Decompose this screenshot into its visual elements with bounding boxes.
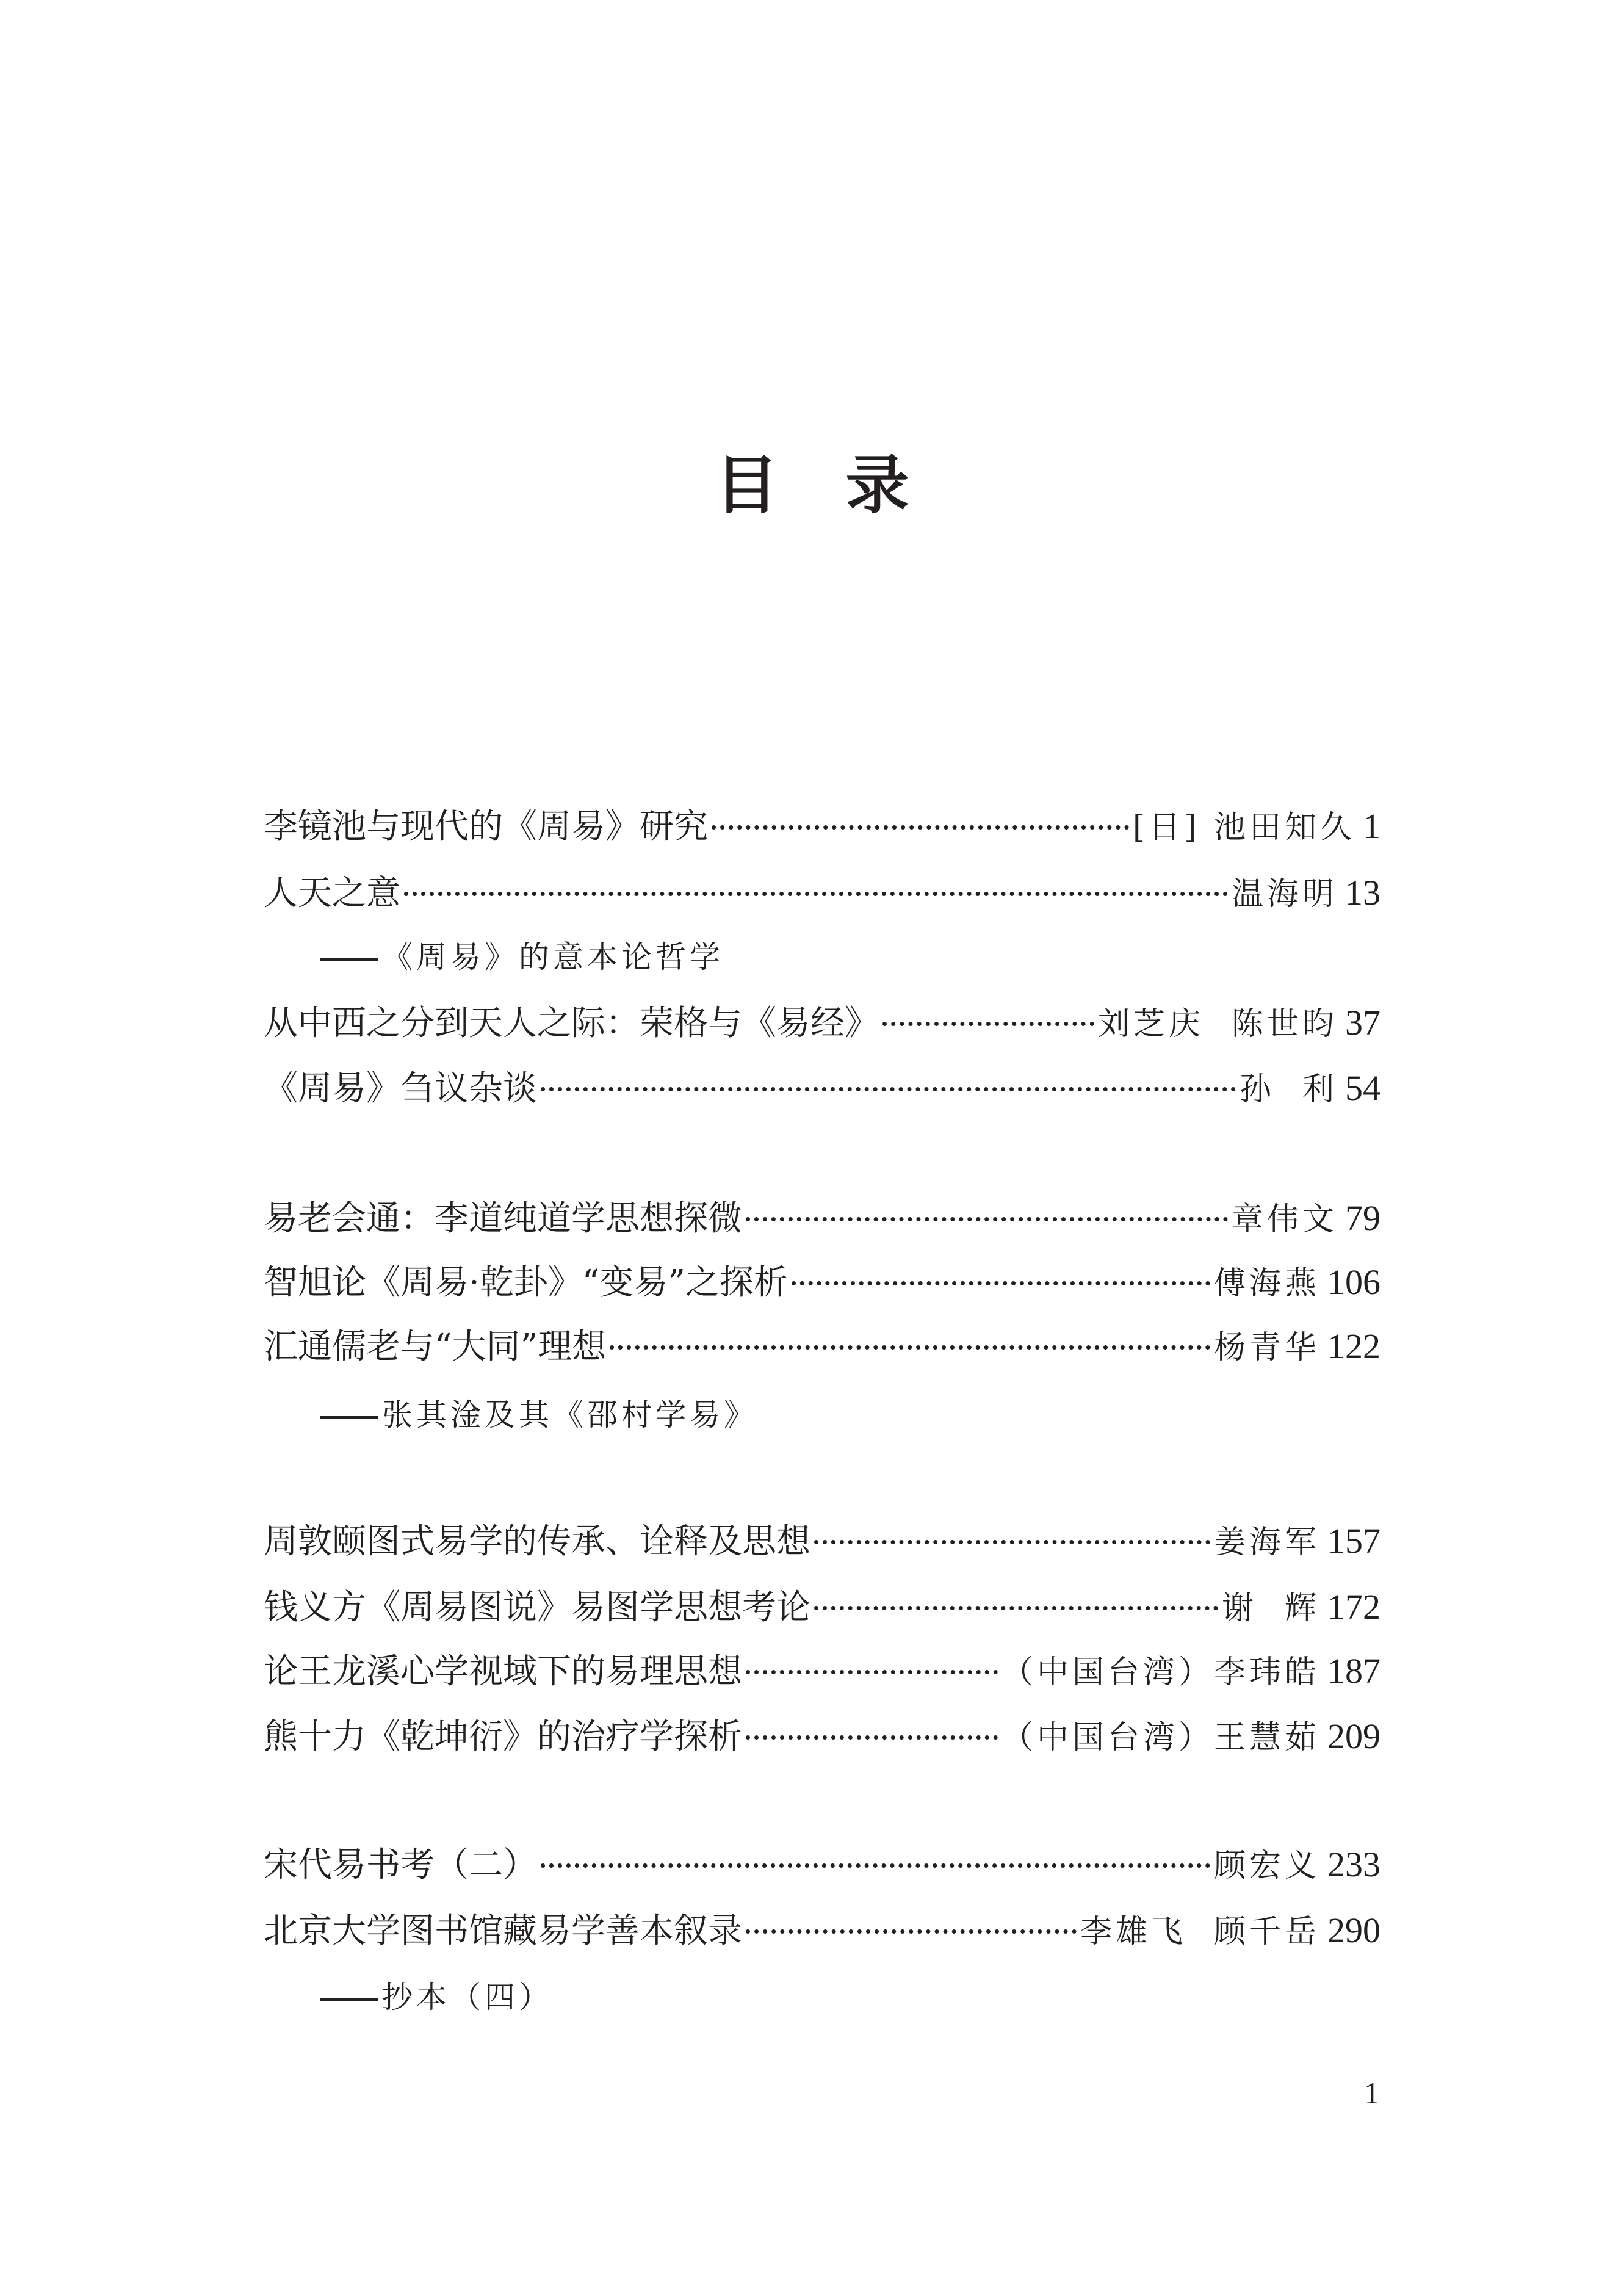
entry-title: 周敦颐图式易学的传承、诠释及思想	[264, 1522, 810, 1561]
toc-entry[interactable]	[264, 1712, 1380, 1761]
dot-leader	[882, 1022, 1094, 1026]
dot-leader	[746, 1735, 998, 1740]
entry-author: 刘芝庆 陈世昀	[1097, 1006, 1338, 1043]
entry-page: 157	[1327, 1521, 1380, 1561]
em-dash	[320, 1998, 378, 2001]
entry-author: 傅海燕	[1213, 1265, 1320, 1302]
entry-author: 李雄飞 顾千岳	[1080, 1914, 1320, 1950]
dot-leader	[792, 1281, 1210, 1285]
entry-page: 187	[1327, 1651, 1380, 1691]
entry-author: 杨青华	[1213, 1329, 1320, 1366]
dot-leader	[404, 892, 1228, 896]
toc-entry[interactable]	[264, 999, 1380, 1047]
entry-page: 172	[1327, 1587, 1380, 1627]
toc-entry[interactable]	[264, 1258, 1380, 1307]
entry-author: 顾宏义	[1213, 1848, 1320, 1884]
entry-author: 姜海军	[1213, 1524, 1320, 1561]
entry-page: 54	[1345, 1068, 1380, 1108]
entry-page: 233	[1327, 1845, 1380, 1884]
toc-entry[interactable]	[264, 1517, 1380, 1566]
entry-author: 孙 利	[1239, 1071, 1338, 1108]
dot-leader	[712, 825, 1129, 830]
dot-leader	[746, 1670, 998, 1674]
entry-author: 章伟文	[1231, 1201, 1338, 1238]
entry-title: 《周易》刍议杂谈	[264, 1069, 537, 1108]
dot-leader	[541, 1087, 1236, 1091]
entry-title: 论王龙溪心学视域下的易理思想	[264, 1652, 742, 1691]
entry-subtitle	[320, 1390, 758, 1439]
entry-author: 温海明	[1231, 876, 1338, 913]
entry-title: 智旭论《周易·乾卦》“变易”之探析	[264, 1263, 789, 1303]
entry-subtitle	[320, 933, 724, 981]
subtitle-text: 张其淦及其《邵村学易》	[382, 1397, 758, 1433]
subtitle-text: 《周易》的意本论哲学	[382, 939, 724, 975]
entry-page: 13	[1345, 873, 1380, 913]
dot-leader	[610, 1345, 1210, 1350]
toc-entry[interactable]	[264, 1064, 1380, 1113]
entry-title: 从中西之分到天人之际：荣格与《易经》	[264, 1003, 879, 1043]
page-title: 目录	[715, 447, 976, 522]
dot-leader	[541, 1863, 1210, 1868]
entry-title: 熊十力《乾坤衍》的治疗学探析	[264, 1717, 742, 1757]
entry-subtitle	[320, 1973, 553, 2022]
entry-page: 106	[1327, 1262, 1380, 1302]
toc-entry[interactable]	[264, 1647, 1380, 1696]
em-dash	[320, 958, 378, 961]
entry-author: （中国台湾）王慧茹	[1001, 1719, 1320, 1756]
entry-title: 李镜池与现代的《周易》研究	[264, 807, 708, 847]
dot-leader	[814, 1606, 1218, 1610]
entry-page: 122	[1327, 1326, 1380, 1366]
toc-entry[interactable]	[264, 1194, 1380, 1243]
page-number: 1	[1364, 2076, 1379, 2110]
entry-author: （中国台湾）李玮皓	[1001, 1654, 1320, 1691]
toc-entry[interactable]	[264, 1906, 1380, 1955]
dot-leader	[814, 1540, 1210, 1544]
entry-title: 汇通儒老与“大同”理想	[264, 1327, 607, 1367]
dot-leader	[746, 1929, 1077, 1934]
entry-author: [日] 池田知久	[1132, 809, 1355, 846]
entry-title: 宋代易书考（二）	[264, 1845, 537, 1885]
subtitle-text: 抄本（四）	[382, 1979, 553, 2015]
entry-title: 北京大学图书馆藏易学善本叙录	[264, 1911, 742, 1951]
entry-page: 290	[1327, 1910, 1380, 1950]
em-dash	[320, 1416, 378, 1419]
toc-entry[interactable]	[264, 802, 1380, 851]
entry-author: 谢 辉	[1221, 1590, 1320, 1627]
toc-entry[interactable]	[264, 869, 1380, 917]
toc-entry[interactable]	[264, 1840, 1380, 1889]
dot-leader	[746, 1217, 1228, 1221]
entry-page: 79	[1345, 1198, 1380, 1238]
entry-title: 易老会通：李道纯道学思想探微	[264, 1199, 742, 1238]
toc-entry[interactable]	[264, 1322, 1380, 1371]
toc-entry[interactable]	[264, 1583, 1380, 1632]
entry-title: 人天之意	[264, 873, 400, 913]
entry-page: 209	[1327, 1716, 1380, 1756]
entry-title: 钱义方《周易图说》易图学思想考论	[264, 1588, 810, 1627]
entry-page: 37	[1345, 1003, 1380, 1043]
entry-page: 1	[1363, 806, 1380, 846]
